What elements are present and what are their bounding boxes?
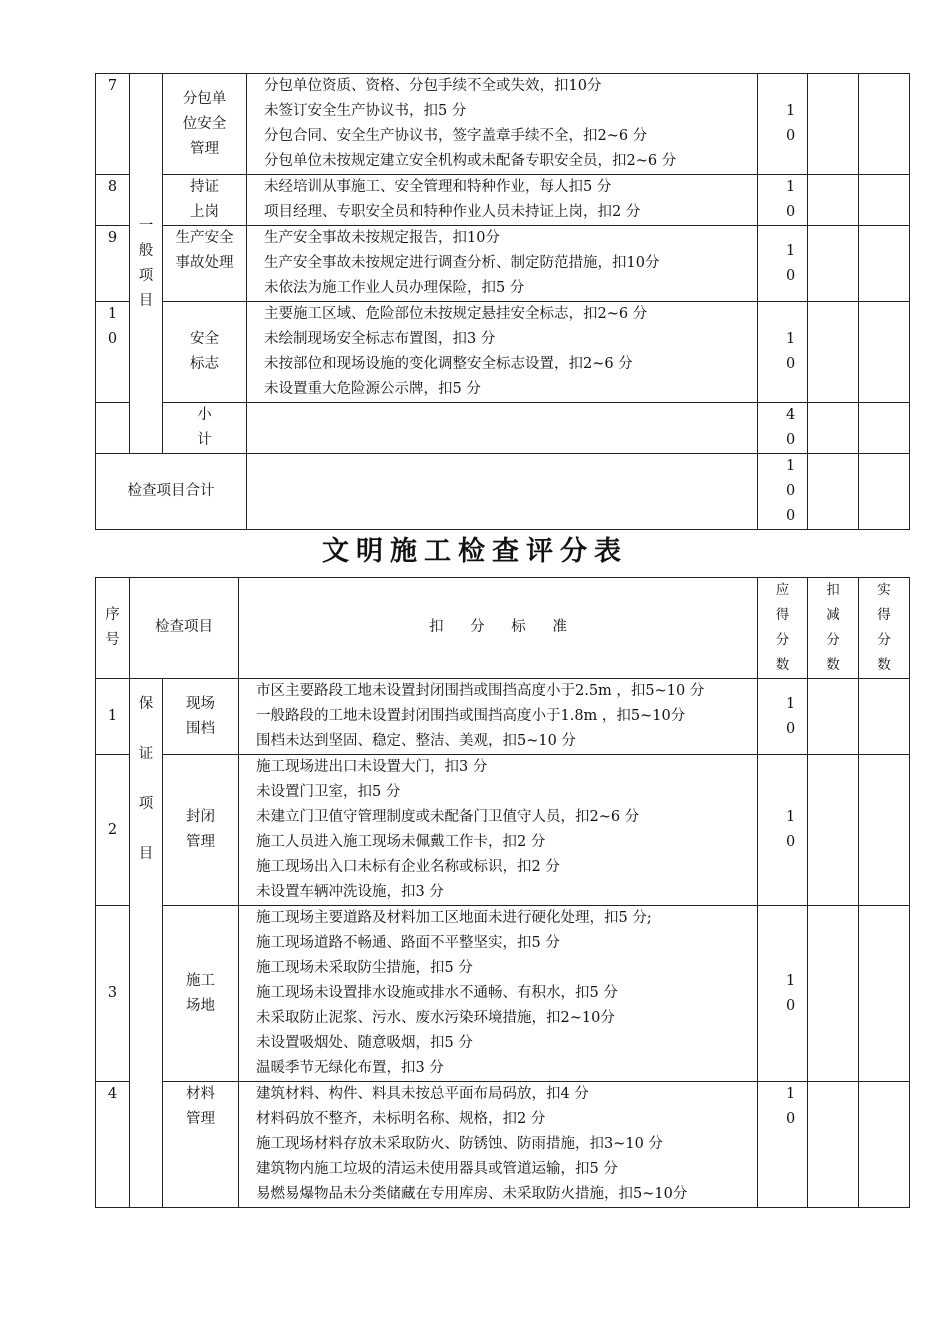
total-score: 100	[758, 454, 808, 530]
should-score: 10	[758, 302, 808, 403]
row-number: 7	[96, 74, 130, 175]
row-number: 10	[96, 302, 130, 403]
should-score: 10	[758, 226, 808, 302]
check-item: 持证上岗	[163, 175, 247, 226]
deduct-score-cell[interactable]	[808, 454, 859, 530]
deduct-score-cell[interactable]	[808, 302, 859, 403]
actual-score-cell[interactable]	[859, 302, 910, 403]
criteria-empty	[247, 454, 758, 530]
row-number: 1	[96, 679, 130, 755]
actual-score-cell[interactable]	[859, 906, 910, 1082]
subtotal-label: 小计	[163, 403, 247, 454]
deduction-criteria: 建筑材料、构件、料具未按总平面布局码放，扣4 分 材料码放不整齐，未标明名称、规格，扣2 分 施工现场材料存放未采取防火、防锈蚀、防雨措施，扣3~10 分 建筑物内施工垃圾的清运未使用器具或管道运输，扣5 分 易燃易爆物品未分类储藏在专用库房、未采取防火措施，扣5~10分	[239, 1082, 758, 1208]
table-row	[96, 175, 910, 226]
deduction-criteria: 分包单位资质、资格、分包手续不全或失效，扣10分 未签订安全生产协议书，扣5 分 分包合同、安全生产协议书，签字盖章手续不全，扣2~6 分 分包单位未按规定建立安全机构或未配备专职安全员，扣2~6 分	[247, 74, 758, 175]
should-score: 10	[758, 175, 808, 226]
table-row	[96, 1082, 910, 1208]
deduction-criteria: 未经培训从事施工、安全管理和特种作业，每人扣5 分 项目经理、专职安全员和特种作业人员未持证上岗，扣2 分	[247, 175, 758, 226]
scoring-table-civilized-construction	[95, 577, 910, 1208]
subtotal-row	[96, 403, 910, 454]
row-number: 3	[96, 906, 130, 1082]
row-number-empty	[96, 403, 130, 454]
group-label-general: 一般项目	[130, 74, 163, 454]
total-row	[96, 454, 910, 530]
check-item: 现场围档	[163, 679, 239, 755]
actual-score-cell[interactable]	[859, 403, 910, 454]
header-row	[96, 578, 910, 679]
subtotal-score: 40	[758, 403, 808, 454]
check-item: 材料管理	[163, 1082, 239, 1208]
table-row	[96, 755, 910, 906]
actual-score-cell[interactable]	[859, 1082, 910, 1208]
header-actual-score: 实得分数	[859, 578, 910, 679]
deduct-score-cell[interactable]	[808, 74, 859, 175]
header-item: 检查项目	[130, 578, 239, 679]
row-number: 8	[96, 175, 130, 226]
check-item: 安全标志	[163, 302, 247, 403]
deduct-score-cell[interactable]	[808, 403, 859, 454]
should-score: 10	[758, 74, 808, 175]
actual-score-cell[interactable]	[859, 679, 910, 755]
deduct-score-cell[interactable]	[808, 1082, 859, 1208]
actual-score-cell[interactable]	[859, 454, 910, 530]
table-row	[96, 679, 910, 755]
row-number: 9	[96, 226, 130, 302]
total-label: 检查项目合计	[96, 454, 247, 530]
actual-score-cell[interactable]	[859, 175, 910, 226]
header-should-score: 应得分数	[758, 578, 808, 679]
deduction-criteria: 生产安全事故未按规定报告，扣10分 生产安全事故未按规定进行调查分析、制定防范措施，扣10分 未依法为施工作业人员办理保险，扣5 分	[247, 226, 758, 302]
deduction-criteria: 市区主要路段工地未设置封闭围挡或围挡高度小于2.5m ，扣5~10 分 一般路段的工地未设置封闭围挡或围挡高度小于1.8m ，扣5~10分 围档未达到坚固、稳定、整洁、美观，扣5~10 分	[239, 679, 758, 755]
check-item: 封闭管理	[163, 755, 239, 906]
check-item: 分包单位安全管理	[163, 74, 247, 175]
row-number: 4	[96, 1082, 130, 1208]
deduct-score-cell[interactable]	[808, 755, 859, 906]
table-row	[96, 906, 910, 1082]
row-number: 2	[96, 755, 130, 906]
group-label-guarantee: 保证项目	[130, 679, 163, 1208]
deduction-criteria: 施工现场主要道路及材料加工区地面未进行硬化处理，扣5 分; 施工现场道路不畅通、路面不平整坚实，扣5 分 施工现场未采取防尘措施，扣5 分 施工现场未设置排水设施或排水不通畅、有积水，扣5 分 未采取防止泥浆、污水、废水污染环境措施，扣2~10分 未设置吸烟处、随意吸烟，扣5 分 温暖季节无绿化布置，扣3 分	[239, 906, 758, 1082]
header-no: 序号	[96, 578, 130, 679]
actual-score-cell[interactable]	[859, 755, 910, 906]
should-score: 10	[758, 755, 808, 906]
should-score: 10	[758, 906, 808, 1082]
check-item: 生产安全事故处理	[163, 226, 247, 302]
deduct-score-cell[interactable]	[808, 175, 859, 226]
deduct-score-cell[interactable]	[808, 679, 859, 755]
deduction-criteria: 施工现场进出口未设置大门，扣3 分 未设置门卫室，扣5 分 未建立门卫值守管理制度或未配备门卫值守人员，扣2~6 分 施工人员进入施工现场未佩戴工作卡，扣2 分 施工现场出入口未标有企业名称或标识，扣2 分 未设置车辆冲洗设施，扣3 分	[239, 755, 758, 906]
table-row	[96, 226, 910, 302]
deduct-score-cell[interactable]	[808, 226, 859, 302]
header-deduct-score: 扣减分数	[808, 578, 859, 679]
should-score: 10	[758, 679, 808, 755]
scoring-table-general	[95, 73, 910, 530]
page-title: 文明施工检查评分表	[322, 536, 628, 567]
header-criteria: 扣 分 标 准	[239, 578, 758, 679]
deduct-score-cell[interactable]	[808, 906, 859, 1082]
should-score: 10	[758, 1082, 808, 1208]
actual-score-cell[interactable]	[859, 74, 910, 175]
table-row	[96, 74, 910, 175]
check-item: 施工场地	[163, 906, 239, 1082]
deduction-criteria: 主要施工区域、危险部位未按规定悬挂安全标志，扣2~6 分 未绘制现场安全标志布置图，扣3 分 未按部位和现场设施的变化调整安全标志设置，扣2~6 分 未设置重大危险源公示牌，扣5 分	[247, 302, 758, 403]
table-row	[96, 302, 910, 403]
criteria-empty	[247, 403, 758, 454]
actual-score-cell[interactable]	[859, 226, 910, 302]
